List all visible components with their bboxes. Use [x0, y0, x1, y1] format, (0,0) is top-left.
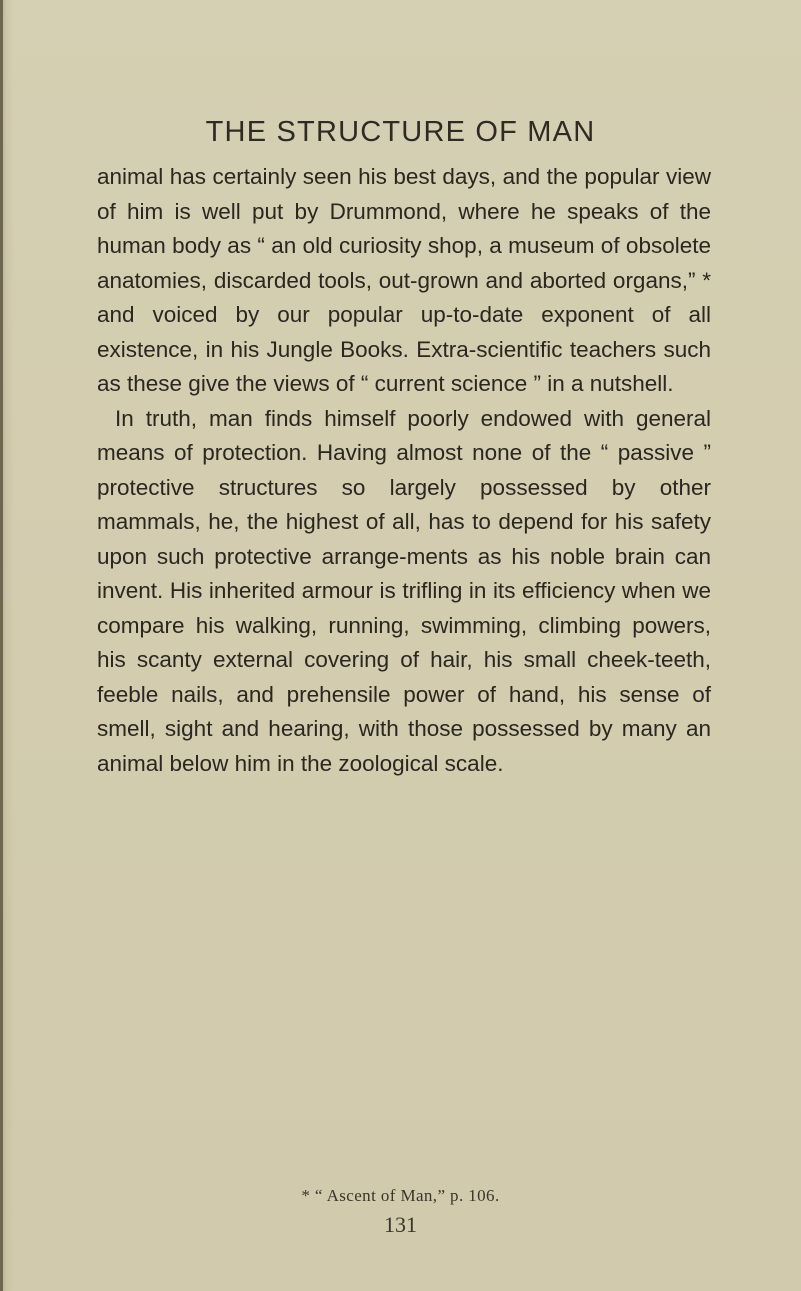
page-binding-edge — [0, 0, 3, 1291]
body-text — [97, 160, 711, 781]
paragraph: In truth, man finds himself poorly endowed with general means of protection. Having almost none of the “ passive ” protective structures so largely possessed by other mammals, he, the highest of all, has to depend for his safety upon such protective arrange-ments as his noble brain can invent. His inherited armour is trifling in its efficiency when we compare his walking, running, swimming, climbing powers, his scanty external covering of hair, his small cheek-teeth, feeble nails, and prehensile power of hand, his sense of smell, sight and hearing, with those possessed by many an animal below him in the zoological scale. — [97, 405, 711, 776]
footnote: * “ Ascent of Man,” p. 106. — [301, 1186, 500, 1205]
page-number: 131 — [384, 1212, 417, 1237]
running-head: THE STRUCTURE OF MAN — [205, 116, 596, 148]
paragraph-continued: animal has certainly seen his best days, and the popular view of him is well put by Drummond, where he speaks of the human body as “ an old curiosity shop, a museum of obsolete anatomies, discarded tools, out-grown and aborted organs,” * and voiced by our popular up-to-date exponent of all existence, in his Jungle Books. Extra-scientific teachers such as these give the views of “ current science ” in a nutshell. — [97, 164, 711, 396]
